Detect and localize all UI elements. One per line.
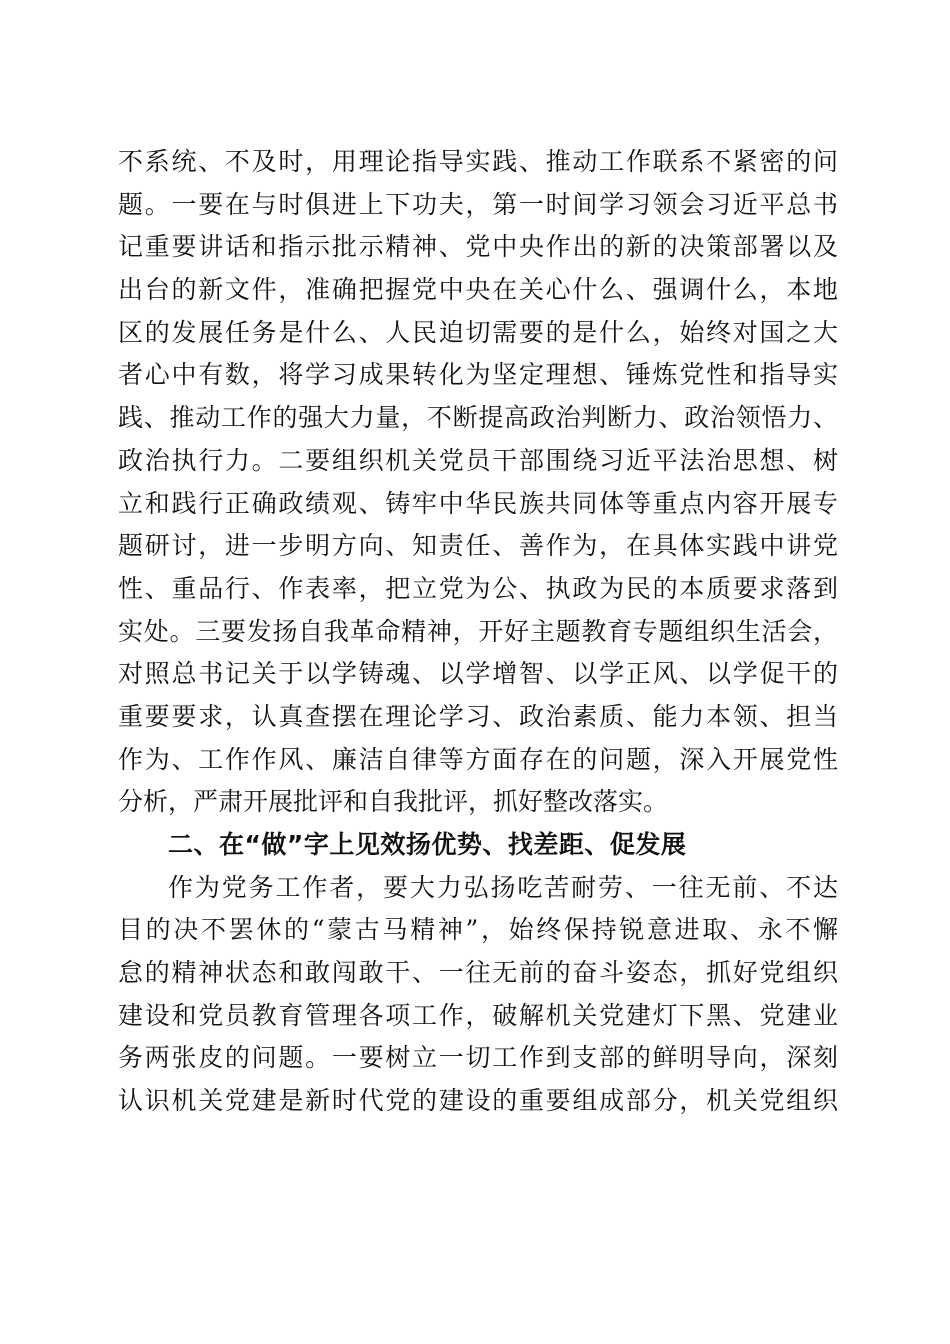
section-heading: 二、在“做”字上见效扬优势、找差距、促发展 xyxy=(168,830,687,859)
text-line: 分析，严肃开展批评和自我批评，抓好整改落实。 xyxy=(118,787,669,817)
text-line: 践、推动工作的强大力量，不断提高政治判断力、政治领悟力、 xyxy=(118,403,838,433)
text-line: 政治执行力。二要组织机关党员干部围绕习近平法治思想、树 xyxy=(118,445,838,475)
text-line: 不系统、不及时，用理论指导实践、推动工作联系不紧密的问 xyxy=(118,147,838,176)
text-line: 立和践行正确政绩观、铸牢中华民族共同体等重点内容开展专 xyxy=(118,488,838,518)
paragraph-2 xyxy=(118,867,838,1123)
text-line: 实处。三要发扬自我革命精神，开好主题教育专题组织生活会， xyxy=(118,616,838,646)
text-line: 目的决不罢休的“蒙古马精神”，始终保持锐意进取、永不懈 xyxy=(118,915,838,945)
text-line: 务两张皮的问题。一要树立一切工作到支部的鲜明导向，深刻 xyxy=(118,1043,838,1073)
text-line: 作为、工作作风、廉洁自律等方面存在的问题，深入开展党性 xyxy=(118,744,838,774)
paragraph-1 xyxy=(118,141,838,824)
text-line: 重要要求，认真查摆在理论学习、政治素质、能力本领、担当 xyxy=(118,701,838,731)
text-line: 者心中有数，将学习成果转化为坚定理想、锤炼党性和指导实 xyxy=(118,360,838,390)
text-line: 对照总书记关于以学铸魂、以学增智、以学正风、以学促干的 xyxy=(118,659,838,689)
text-line: 出台的新文件，准确把握党中央在关心什么、强调什么，本地 xyxy=(118,275,838,305)
text-line: 怠的精神状态和敢闯敢干、一往无前的奋斗姿态，抓好党组织 xyxy=(118,958,838,988)
text-line: 认识机关党建是新时代党的建设的重要组成部分，机关党组织 xyxy=(118,1086,838,1116)
text-line: 题。一要在与时俱进上下功夫，第一时间学习领会习近平总书 xyxy=(118,189,838,219)
text-line: 建设和党员教育管理各项工作，破解机关党建灯下黑、党建业 xyxy=(118,1000,838,1030)
text-line: 作为党务工作者，要大力弘扬吃苦耐劳、一往无前、不达 xyxy=(168,872,838,902)
text-line: 记重要讲话和指示批示精神、党中央作出的新的决策部署以及 xyxy=(118,232,838,262)
text-line: 区的发展任务是什么、人民迫切需要的是什么，始终对国之大 xyxy=(118,317,838,347)
text-line: 性、重品行、作表率，把立党为公、执政为民的本质要求落到 xyxy=(118,573,838,603)
text-line: 题研讨，进一步明方向、知责任、善作为，在具体实践中讲党 xyxy=(118,531,838,561)
document-body xyxy=(118,141,838,1123)
